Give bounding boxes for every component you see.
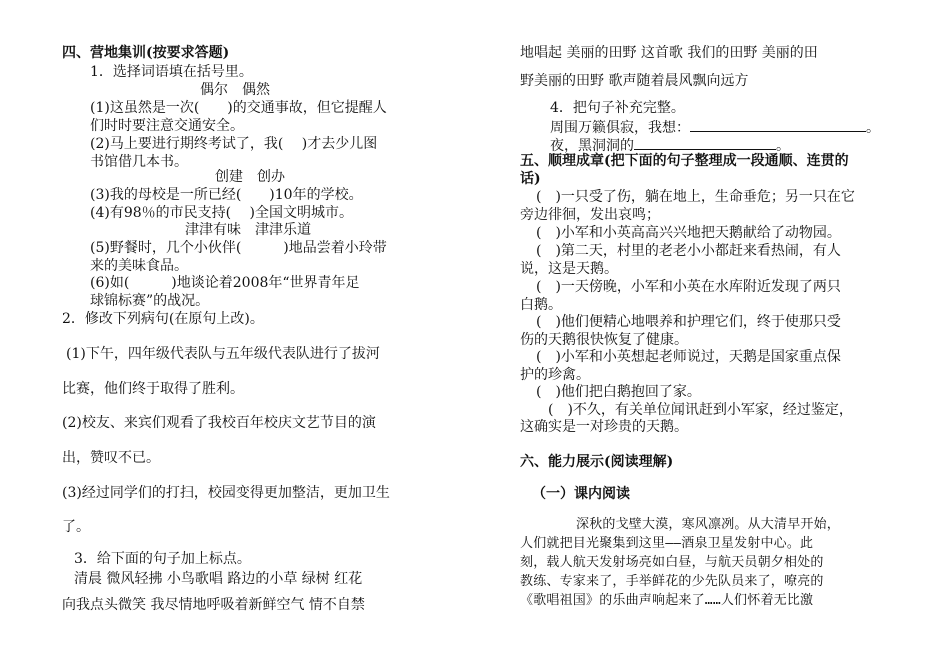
q4-line-2-text: 夜，黑洞洞的 — [550, 138, 634, 154]
q1-s5a: (5)野餐时，几个小伙伴( )地品尝着小玲带 — [90, 240, 387, 256]
q3-text-3: 地唱起 美丽的田野 这首歌 我们的田野 美丽的田 — [520, 45, 818, 61]
q1-s6b: 球锦标赛”的战况。 — [90, 293, 210, 309]
sentence-1b: 旁边徘徊，发出哀鸣； — [520, 207, 660, 223]
q1-s1b: 们时时要注意交通安全。 — [90, 118, 244, 134]
word-choice-2: 创建 创办 — [215, 169, 285, 185]
q3-text-1: 清晨 微风轻拂 小鸟歌唱 路边的小草 绿树 红花 — [74, 571, 363, 587]
answer-blank-2[interactable] — [634, 135, 776, 150]
passage-line-1: 深秋的戈壁大漠，寒风凛冽。从大清早开始， — [576, 517, 841, 532]
q3-text-4: 野美丽的田野 歌声随着晨风飘向远方 — [520, 73, 749, 89]
sentence-7: ( )他们把白鹅抱回了家。 — [536, 384, 701, 400]
q3-title: 3．给下面的句子加上标点。 — [74, 551, 251, 567]
passage-line-4: 教练、专家来了，手举鲜花的少先队员来了，嘹亮的 — [520, 574, 824, 589]
q1-s3: (3)我的母校是一所已经( )10年的学校。 — [90, 187, 363, 203]
passage-line-2: 人们就把目光聚集到这里——酒泉卫星发射中心。此 — [520, 536, 814, 551]
q2-s2a: (2)校友、来宾们观看了我校百年校庆文艺节目的演 — [62, 415, 376, 431]
sentence-3b: 说，这是天鹅。 — [520, 261, 618, 277]
word-choice-1: 偶尔 偶然 — [200, 82, 270, 98]
answer-blank-1[interactable] — [690, 117, 866, 132]
section6-title: 六、能力展示(阅读理解) — [520, 454, 674, 470]
sentence-3a: ( )第二天，村里的老老小小都赶来看热闹，有人 — [536, 243, 841, 259]
section5-title-line1: 五、顺理成章(把下面的句子整理成一段通顺、连贯的 — [520, 153, 849, 169]
q2-s1a: (1)下午，四年级代表队与五年级代表队进行了拔河 — [66, 346, 380, 362]
q2-s2b: 出，赞叹不已。 — [62, 450, 160, 466]
sentence-6b: 护的珍禽。 — [520, 367, 590, 383]
q1-s5b: 来的美味食品。 — [90, 258, 188, 274]
q4-line-1 — [550, 117, 880, 137]
section6-subtitle: （一）课内阅读 — [532, 486, 630, 502]
q1-s1a: (1)这虽然是一次( )的交通事故，但它提醒人 — [90, 100, 387, 116]
q2-s1b: 比赛，他们终于取得了胜利。 — [62, 381, 244, 397]
sentence-6a: ( )小军和小英想起老师说过，天鹅是国家重点保 — [536, 349, 841, 365]
sentence-5b: 伤的天鹅很快恢复了健康。 — [520, 332, 688, 348]
q4-title: 4．把句子补充完整。 — [550, 100, 685, 116]
q2-title: 2．修改下列病句(在原句上改)。 — [62, 311, 264, 327]
q3-text-2: 向我点头微笑 我尽情地呼吸着新鲜空气 情不自禁 — [62, 597, 365, 613]
q4-line-2-end: 。 — [776, 138, 790, 154]
section5-title-line2: 话) — [520, 171, 541, 187]
word-choice-3: 津津有味 津津乐道 — [185, 222, 311, 238]
sentence-4a: ( )一天傍晚，小军和小英在水库附近发现了两只 — [536, 279, 841, 295]
sentence-8b: 这确实是一对珍贵的天鹅。 — [520, 419, 688, 435]
sentence-8a: ( )不久，有关单位闻讯赶到小军家，经过鉴定， — [548, 402, 853, 418]
q1-s2a: (2)马上要进行期终考试了，我( )才去少儿图 — [90, 136, 378, 152]
section4-title: 四、营地集训(按要求答题) — [62, 45, 230, 61]
q2-s3b: 了。 — [62, 519, 90, 535]
q1-s4: (4)有98％的市民支持( )全国文明城市。 — [90, 205, 354, 221]
q1-s2b: 书馆借几本书。 — [90, 154, 188, 170]
q4-line-1-text: 周围万籁俱寂，我想： — [550, 120, 690, 136]
q2-s3a: (3)经过同学们的打扫，校园变得更加整洁，更加卫生 — [62, 485, 390, 501]
passage-line-3: 刻，载人航天发射场亮如白昼，与航天员朝夕相处的 — [520, 555, 824, 570]
q1-s6a: (6)如( )地谈论着2008年“世界青年足 — [90, 275, 360, 291]
sentence-2: ( )小军和小英高高兴兴地把天鹅献给了动物园。 — [536, 225, 841, 241]
q4-line-1-end: 。 — [866, 120, 880, 136]
q1-title: 1．选择词语填在括号里。 — [90, 64, 253, 80]
passage-line-5: 《歌唱祖国》的乐曲声响起来了……人们怀着无比激 — [520, 593, 814, 608]
sentence-4b: 白鹅。 — [520, 297, 562, 313]
sentence-5a: ( )他们便精心地喂养和护理它们，终于使那只受 — [536, 314, 841, 330]
sentence-1a: ( )一只受了伤，躺在地上，生命垂危；另一只在它 — [536, 189, 855, 205]
